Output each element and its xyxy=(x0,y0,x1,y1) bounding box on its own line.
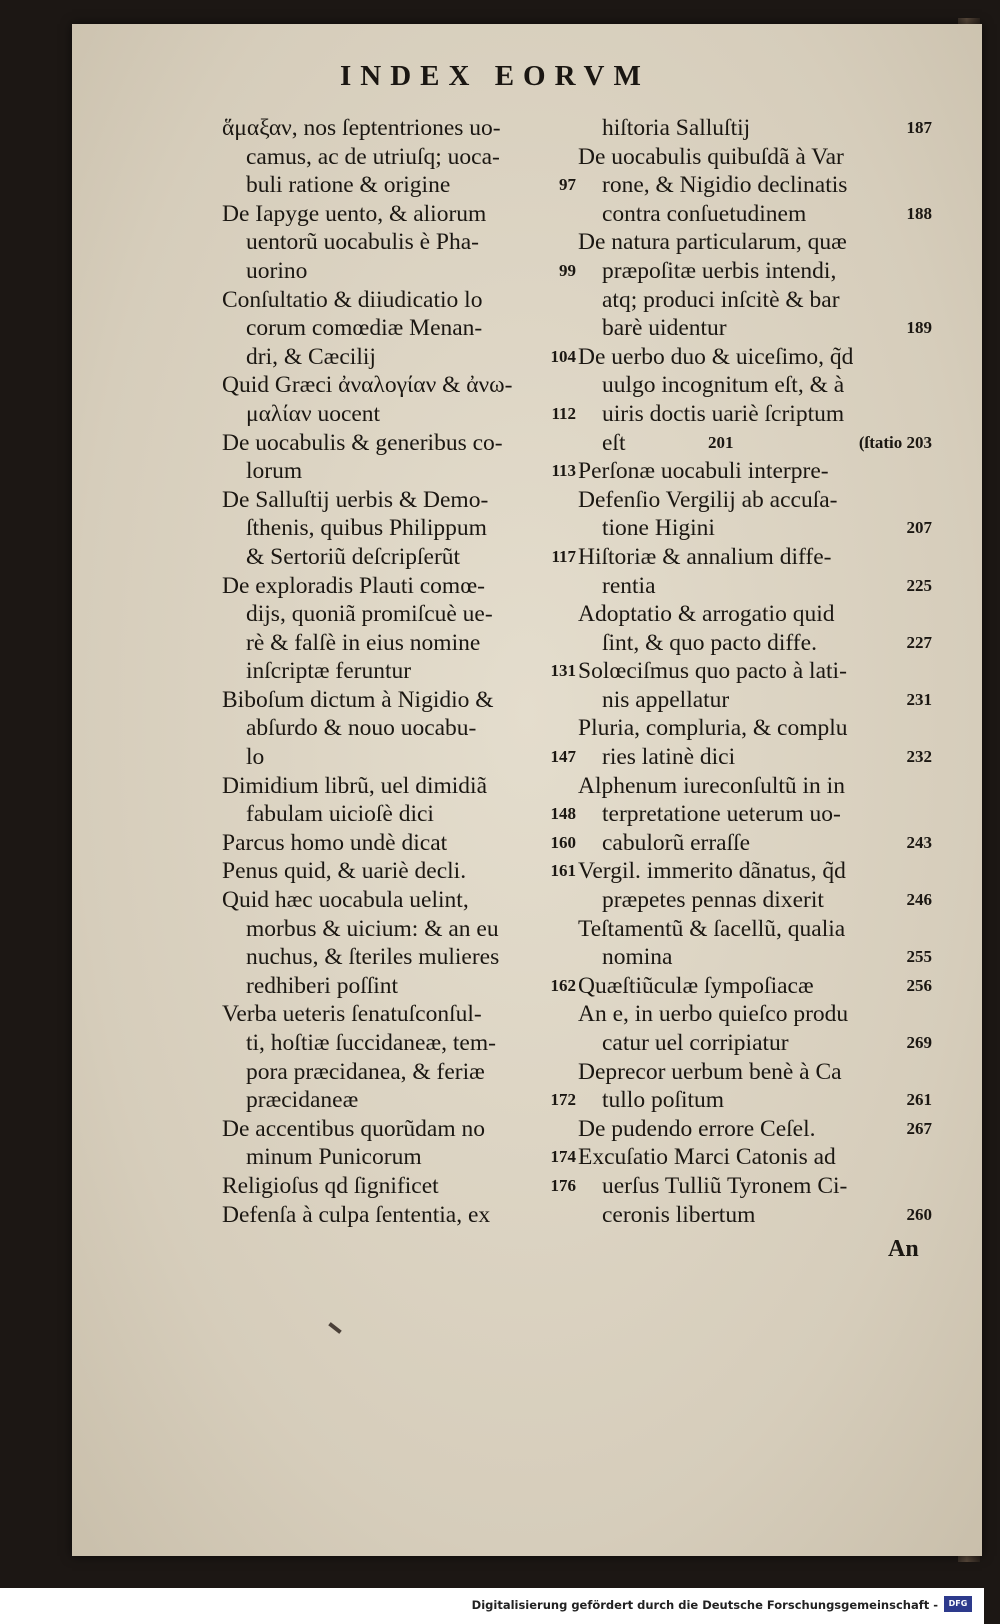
entry-text: tione Higini xyxy=(602,515,715,542)
index-entry xyxy=(578,600,932,657)
page-number: 260 xyxy=(906,1204,932,1224)
page-number: 104 xyxy=(550,346,576,366)
page-number: 261 xyxy=(906,1090,932,1110)
index-entry xyxy=(222,1000,576,1114)
entry-text: De uocabulis quibuſdã à Var xyxy=(578,143,844,170)
entry-text: nomina xyxy=(602,944,673,971)
entry-text: Excuſatio Marci Catonis ad xyxy=(578,1144,836,1171)
page-number: 161 xyxy=(550,861,576,881)
entry-text: pora præcidanea, & feriæ xyxy=(246,1058,485,1085)
page-number: 162 xyxy=(550,975,576,995)
page-number: 99 xyxy=(559,260,576,280)
index-entry xyxy=(222,572,576,686)
entry-text: præpetes pennas dixerit xyxy=(602,887,824,914)
entry-text: lo xyxy=(246,744,265,771)
index-entry xyxy=(578,228,932,342)
entry-text: μαλίαν uocent xyxy=(246,400,381,427)
index-entry xyxy=(578,114,932,143)
entry-text: lorum xyxy=(246,458,303,485)
entry-text: (ſtatio 203 xyxy=(858,432,932,452)
index-entry xyxy=(222,857,576,886)
page-number: 147 xyxy=(550,747,576,767)
page-number: 188 xyxy=(906,203,932,223)
index-entry xyxy=(222,1201,576,1230)
entry-text: Vergil. immerito dãnatus, q̃d xyxy=(578,858,846,885)
entry-text: Parcus homo undè dicat xyxy=(222,829,448,856)
entry-text: Dimidium librũ, uel dimidiã xyxy=(222,772,488,799)
index-entry xyxy=(578,543,932,600)
entry-text: catur uel corripiatur xyxy=(602,1030,789,1056)
entry-text: hiſtoria Salluſtij xyxy=(602,115,751,141)
entry-text: Solœciſmus quo pacto à lati- xyxy=(578,658,847,685)
entry-text: Adoptatio & arrogatio quid xyxy=(578,601,835,628)
entry-text: Quæſtiũculæ ſympoſiacæ xyxy=(578,972,814,999)
entry-text: De Salluſtij uerbis & Demo- xyxy=(222,486,489,513)
entry-text: ἅμαξαν, nos ſeptentriones uo- xyxy=(222,115,501,141)
entry-text: rentia xyxy=(602,572,656,599)
page-number: 148 xyxy=(550,804,576,824)
page-number: 225 xyxy=(906,575,932,595)
page-number: 267 xyxy=(906,1118,932,1138)
entry-text: minum Punicorum xyxy=(246,1144,422,1171)
entry-text: abſurdo & nouo uocabu- xyxy=(246,715,477,742)
running-head: INDEX EORVM xyxy=(340,60,650,92)
index-entry xyxy=(578,1115,932,1144)
index-entry xyxy=(578,143,932,229)
entry-text: morbus & uicium: & an eu xyxy=(246,915,499,942)
entry-text: Quid hæc uocabula uelint, xyxy=(222,887,469,914)
index-entry xyxy=(578,1058,932,1115)
index-entry xyxy=(578,972,932,1001)
index-entry xyxy=(578,772,932,858)
index-entry xyxy=(578,1000,932,1057)
index-entry xyxy=(222,886,576,1000)
index-entry xyxy=(578,486,932,543)
page-number: 160 xyxy=(550,832,576,852)
page-number: 112 xyxy=(551,403,576,423)
catchword: An xyxy=(888,1236,919,1262)
entry-text: Religioſus qd ſignificet xyxy=(222,1172,439,1199)
index-entry xyxy=(578,1143,932,1229)
entry-text: ſthenis, quibus Philippum xyxy=(246,515,487,542)
page-number: 246 xyxy=(906,890,932,910)
dfg-logo-icon: DFG xyxy=(944,1596,972,1612)
page-number: 201 xyxy=(708,432,734,452)
entry-text: barè uidentur xyxy=(602,315,727,342)
entry-text: eſt xyxy=(602,429,626,456)
entry-text: fabulam uicioſè dici xyxy=(246,801,434,828)
entry-text: contra conſuetudinem xyxy=(602,200,807,227)
entry-text: corum comœdiæ Menan- xyxy=(246,315,483,342)
entry-text: De pudendo errore Ceſel. xyxy=(578,1115,816,1142)
entry-text: atq; produci inſcitè & bar xyxy=(602,286,840,313)
index-entry xyxy=(222,1172,576,1201)
entry-text: redhiberi poſſint xyxy=(246,972,399,999)
page-number: 97 xyxy=(559,175,576,195)
entry-text: Verba ueteris ſenatuſconſul- xyxy=(222,1001,482,1028)
entry-text: De accentibus quorũdam no xyxy=(222,1115,485,1142)
entry-text: De uocabulis & generibus co- xyxy=(222,429,503,456)
funding-notice: Digitalisierung gefördert durch die Deutsche Forschungsgemeinschaft - xyxy=(471,1598,938,1612)
index-entry xyxy=(222,772,576,829)
index-entry xyxy=(222,486,576,572)
page-number: 172 xyxy=(550,1090,576,1110)
index-entry xyxy=(222,114,576,200)
entry-text: dijs, quoniã promiſcuè ue- xyxy=(246,601,493,628)
index-entry xyxy=(222,1115,576,1172)
entry-text: nis appellatur xyxy=(602,686,730,713)
entry-text: De uerbo duo & uiceſimo, q̃d xyxy=(578,343,854,370)
digitization-footer xyxy=(0,1588,984,1624)
entry-text: Pluria, compluria, & complu xyxy=(578,715,848,742)
entry-text: camus, ac de utriuſq; uoca- xyxy=(246,143,500,170)
entry-text: cabulorũ erraſſe xyxy=(602,829,751,856)
index-entry xyxy=(578,657,932,714)
entry-text: De natura particularum, quæ xyxy=(578,229,847,256)
index-entry xyxy=(578,857,932,914)
entry-text: Defenſio Vergilij ab accuſa- xyxy=(578,486,838,513)
entry-text: præcidaneæ xyxy=(246,1087,359,1114)
entry-text: buli ratione & origine xyxy=(246,172,451,199)
entry-text: An e, in uerbo quieſco produ xyxy=(578,1001,849,1028)
entry-text: ceronis libertum xyxy=(602,1201,756,1228)
entry-text: Penus quid, & uariè decli. xyxy=(222,858,467,885)
index-entry xyxy=(578,714,932,771)
entry-text: & Sertoriũ deſcripſerũt xyxy=(246,543,461,570)
entry-text: ti, hoſtiæ ſuccidaneæ, tem- xyxy=(246,1030,496,1056)
page-number: 176 xyxy=(550,1175,576,1195)
page-number: 117 xyxy=(551,546,576,566)
entry-text: Biboſum dictum à Nigidio & xyxy=(222,686,494,713)
index-entry xyxy=(222,371,576,428)
page-number: 189 xyxy=(906,318,932,338)
entry-text: Perſonæ uocabuli interpre- xyxy=(578,458,829,485)
index-column-right xyxy=(578,114,932,1229)
page-number: 131 xyxy=(550,661,576,681)
entry-text: Deprecor uerbum benè à Ca xyxy=(578,1058,842,1085)
entry-text: De Iapyge uento, & aliorum xyxy=(222,200,487,227)
entry-text: nuchus, & ſteriles mulieres xyxy=(246,944,500,971)
index-entry xyxy=(222,286,576,372)
entry-text: Quid Græci ἀναλογίαν & ἀνω- xyxy=(222,372,513,399)
entry-text: Teſtamentũ & ſacellũ, qualia xyxy=(578,915,846,942)
entry-text: Conſultatio & diiudicatio lo xyxy=(222,286,483,313)
entry-text: dri, & Cæcilij xyxy=(246,343,376,370)
page-number: 232 xyxy=(906,747,932,767)
entry-text: præpoſitæ uerbis intendi, xyxy=(602,257,837,284)
entry-text: ſint, & quo pacto diffe. xyxy=(602,629,817,656)
index-entry xyxy=(222,200,576,286)
page-number: 113 xyxy=(551,461,576,481)
entry-text: uentorũ uocabulis è Pha- xyxy=(246,229,479,256)
entry-text: Alphenum iureconſultũ in in xyxy=(578,772,845,799)
index-entry xyxy=(578,915,932,972)
entry-text: rè & falſè in eius nomine xyxy=(246,629,481,656)
entry-text: uulgo incognitum eſt, & à xyxy=(602,372,845,399)
entry-text: Hiſtoriæ & annalium diffe- xyxy=(578,543,832,570)
index-entry xyxy=(578,343,932,457)
page-number: 207 xyxy=(906,518,932,538)
entry-text: uiris doctis uariè ſcriptum xyxy=(602,400,845,427)
page-number: 269 xyxy=(906,1033,932,1052)
index-entry xyxy=(222,686,576,772)
entry-text: uerſus Tulliũ Tyronem Ci- xyxy=(602,1172,848,1199)
index-entry xyxy=(222,429,576,486)
page-number: 174 xyxy=(550,1147,576,1167)
page-number: 187 xyxy=(906,118,932,137)
page-number: 227 xyxy=(906,632,932,652)
index-entry xyxy=(222,829,576,858)
entry-text: tullo poſitum xyxy=(602,1087,725,1114)
page-number: 243 xyxy=(906,832,932,852)
page-number: 256 xyxy=(906,975,932,995)
entry-text: De exploradis Plauti comœ- xyxy=(222,572,486,599)
entry-text: inſcriptæ feruntur xyxy=(246,658,412,685)
entry-text: ries latinè dici xyxy=(602,744,736,771)
index-column-left xyxy=(222,114,576,1229)
page-number: 231 xyxy=(906,689,932,709)
page-number: 255 xyxy=(906,947,932,967)
index-entry xyxy=(578,457,932,486)
entry-text: terpretatione ueterum uo- xyxy=(602,801,841,828)
entry-text: rone, & Nigidio declinatis xyxy=(602,172,848,199)
entry-text: uorino xyxy=(246,257,308,284)
entry-text: Defenſa à culpa ſententia, ex xyxy=(222,1201,491,1228)
